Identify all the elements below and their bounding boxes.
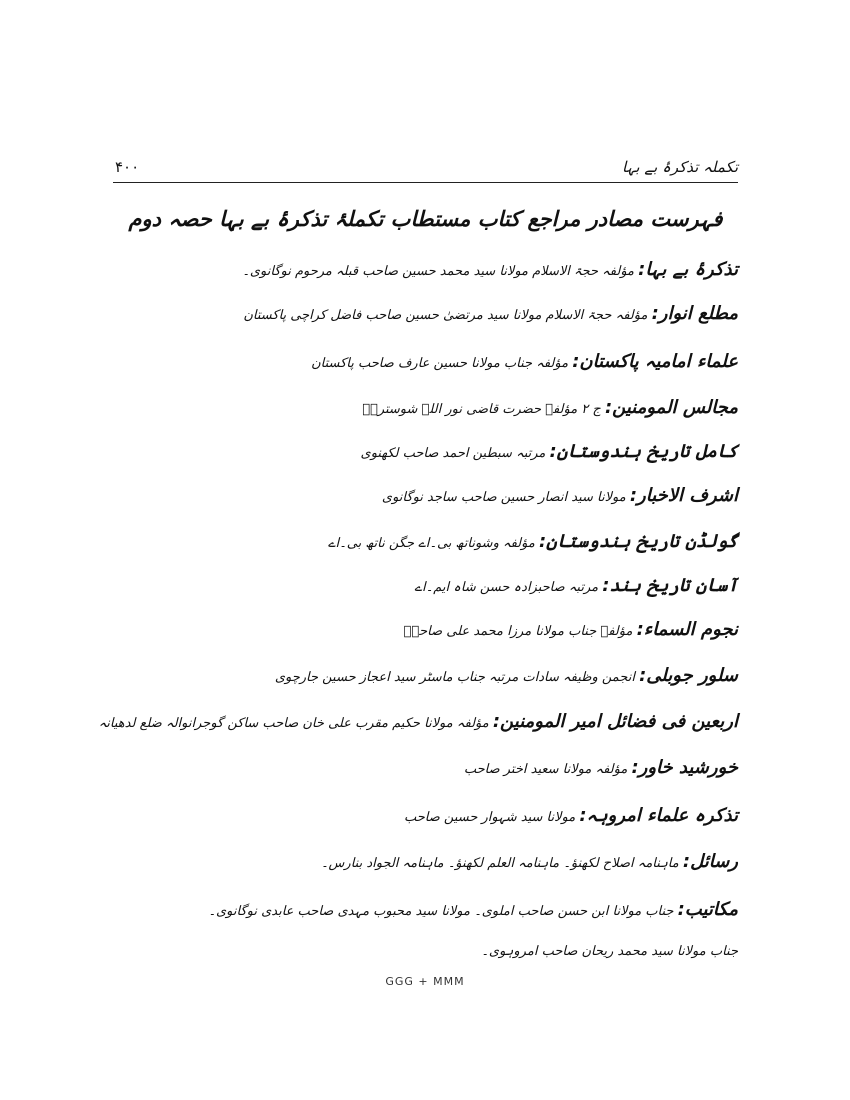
reference-entry bbox=[361, 440, 738, 466]
reference-entry bbox=[311, 350, 738, 376]
entry-term: کامل تاریخ ہندوستان: bbox=[549, 441, 738, 462]
entry-description: مؤلفہ حجۃ الاسلام مولانا سید محمد حسین صاحب قبلہ مرحوم نوگانوی۔ bbox=[242, 264, 635, 279]
entry-description: مولانا سید شہوار حسین صاحب bbox=[403, 810, 576, 825]
entry-description: مؤلفہ حجۃ الاسلام مولانا سید مرتضیٰ حسین صاحب فاضل کراچی پاکستان bbox=[243, 308, 648, 323]
reference-entry bbox=[404, 618, 738, 644]
reference-entry bbox=[464, 756, 738, 782]
entry-term: اربعین فی فضائل امیر المومنین: bbox=[492, 711, 738, 732]
entry-description: مرتبہ صاحبزادہ حسن شاہ ایم۔اے bbox=[414, 580, 599, 595]
entry-description: جناب مولانا ابن حسن صاحب املوی۔ مولانا سید محبوب مہدی صاحب عابدی نوگانوی۔ bbox=[208, 904, 674, 919]
page-footer: GGG + MMM bbox=[385, 975, 465, 988]
reference-entry bbox=[242, 258, 738, 284]
entry-term: تذکرۂ بے بہا: bbox=[638, 259, 738, 280]
entry-description: مؤلفہ جناب مولانا حسین عارف صاحب پاکستان bbox=[311, 356, 569, 371]
book-title: تکملہ تذکرۂ بے بہا bbox=[622, 158, 738, 176]
reference-entry bbox=[414, 574, 738, 600]
entry-description: مؤلفہ وشوناتھ بی۔اے جگن ناتھ بی۔اے bbox=[327, 536, 535, 551]
page-number: ۴۰۰ bbox=[115, 158, 140, 176]
entry-description: جناب مولانا سید محمد ریحان صاحب امروہوی۔ bbox=[481, 944, 738, 959]
page-heading: فہرست مصادر مراجع کتاب مستطاب تکملۂ تذکرۂ بے بہا حصہ دوم bbox=[128, 207, 723, 231]
entry-term: رسائل: bbox=[682, 851, 738, 872]
entry-term: علماء امامیہ پاکستان: bbox=[572, 351, 738, 372]
reference-entry bbox=[243, 302, 738, 328]
running-header bbox=[113, 156, 738, 184]
entry-term: اشرف الاخبار: bbox=[629, 485, 738, 506]
entry-term: خورشید خاور: bbox=[631, 757, 738, 778]
entry-term: تذکرہ علماء امروہہ: bbox=[579, 805, 738, 826]
entry-description: انجمن وظیفہ سادات مرتبہ جناب ماسٹر سید اعجاز حسین جارچوی bbox=[274, 670, 635, 685]
entry-description: مؤلفہ مولانا سعید اختر صاحب bbox=[463, 762, 628, 777]
reference-entry bbox=[404, 804, 738, 830]
entry-term: نجوم السماء: bbox=[636, 619, 738, 640]
entry-description: مولانا سید انصار حسین صاحب ساجد نوگانوی bbox=[381, 490, 626, 505]
entry-term: مکاتیب: bbox=[677, 899, 738, 920]
reference-entry bbox=[362, 396, 738, 422]
reference-entry bbox=[321, 850, 738, 876]
reference-entry bbox=[275, 664, 738, 690]
reference-entry bbox=[481, 938, 738, 964]
entry-term: گولڈن تاریخ ہندوستان: bbox=[538, 531, 738, 552]
reference-entry bbox=[382, 484, 738, 510]
reference-entry bbox=[328, 530, 738, 556]
header-rule bbox=[113, 182, 738, 183]
reference-entry bbox=[208, 898, 738, 924]
reference-entry bbox=[99, 710, 738, 736]
entry-description: مؤلفہ جناب مولانا مرزا محمد علی صاحبؒ bbox=[403, 624, 633, 639]
entry-term: مطلع انوار: bbox=[651, 303, 738, 324]
entry-description: ج ۲ مؤلفہ حضرت قاضی نور اللہ شوستریؒ bbox=[362, 402, 601, 417]
entry-term: مجالس المومنین: bbox=[604, 397, 738, 418]
entry-description: ماہنامہ اصلاح لکھنؤ۔ ماہنامہ العلم لکھنؤ۔ ماہنامہ الجواد بنارس۔ bbox=[320, 856, 679, 871]
entry-term: آسان تاریخ ہند: bbox=[602, 575, 738, 596]
entry-description: مؤلفہ مولانا حکیم مقرب علی خان صاحب ساکن گوجرانوالہ ضلع لدھیانہ bbox=[98, 716, 489, 731]
entry-description: مرتبہ سبطین احمد صاحب لکھنوی bbox=[360, 446, 546, 461]
entry-term: سلور جوبلی: bbox=[639, 665, 738, 686]
